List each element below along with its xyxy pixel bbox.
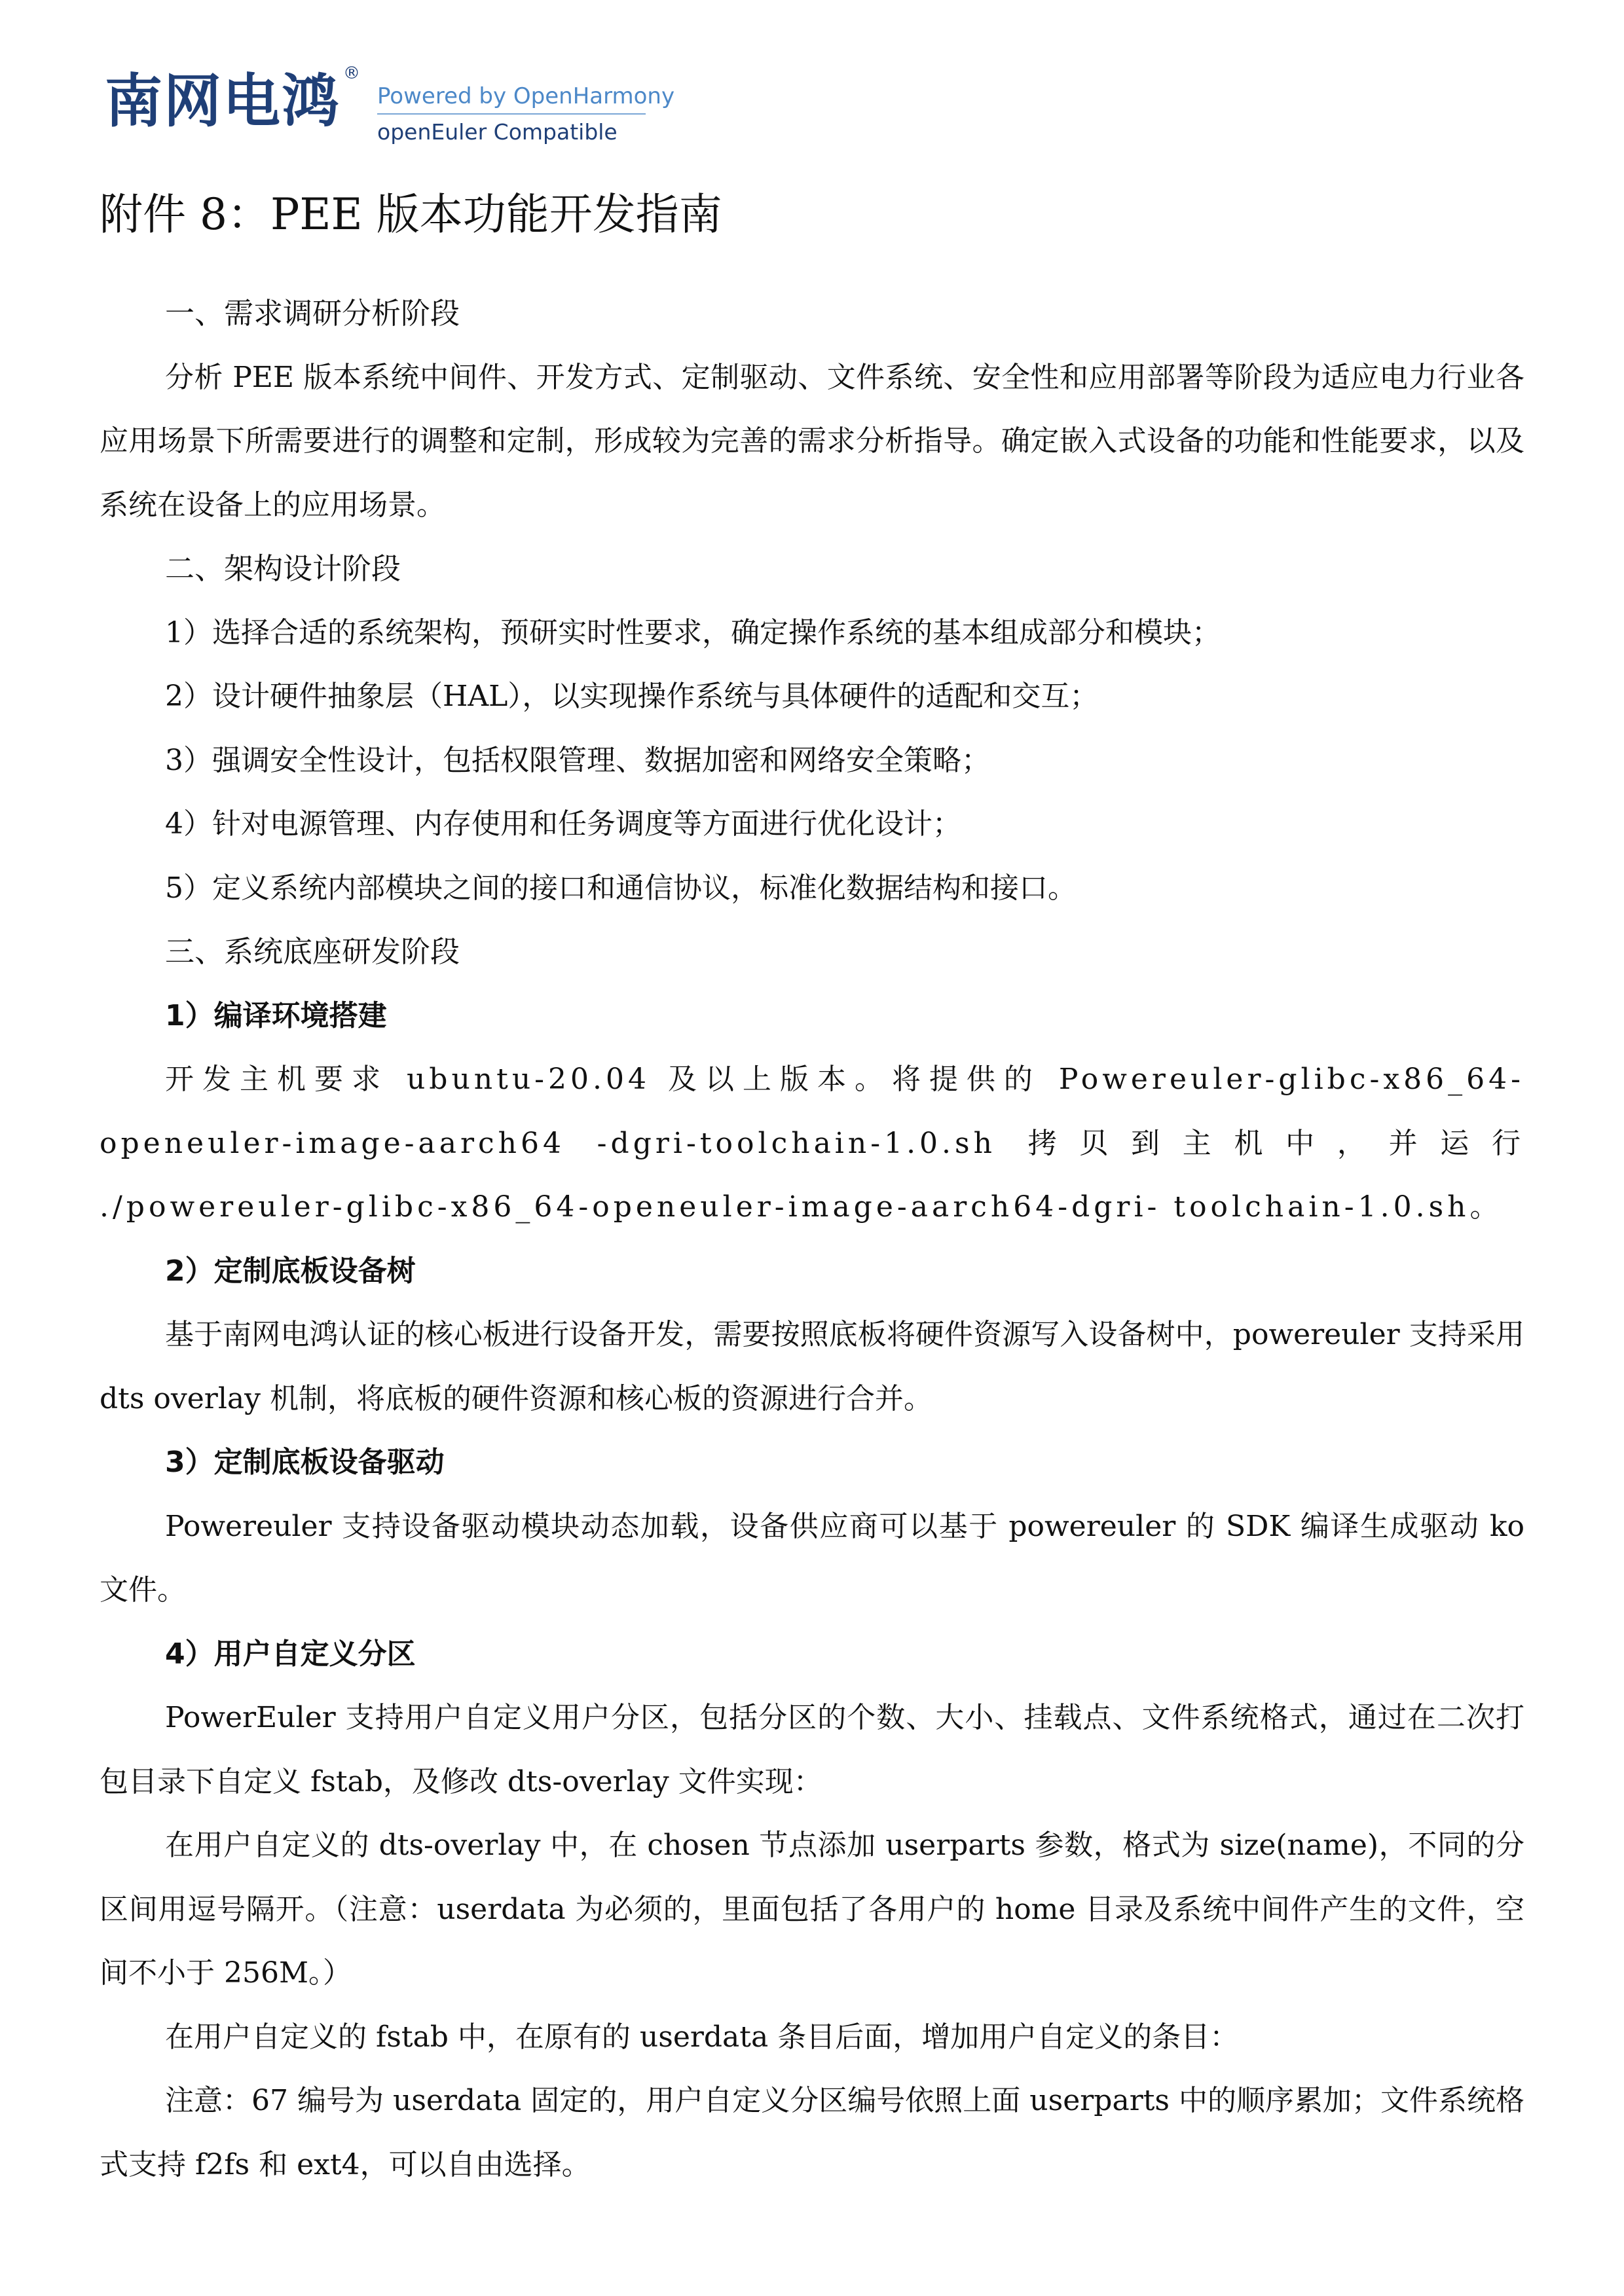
document-body <box>100 282 1524 2196</box>
section-heading-2: 二、架构设计阶段 <box>165 551 401 586</box>
subsection-heading: 2）定制底板设备树 <box>165 1254 416 1288</box>
paragraph-dts-overlay: 在用户自定义的 dts-overlay 中，在 chosen 节点添加 userparts 参数，格式为 size(name)，不同的分区间用逗号隔开。（注意：userdata 为必须的，里面包括了各用户的 home 目录及系统中间件产生的文件，空间不小于 256M。） <box>100 1829 1524 1990</box>
subsection-heading: 1）编译环境搭建 <box>165 998 387 1032</box>
section-heading-1: 一、需求调研分析阶段 <box>165 296 460 331</box>
list-item: 1）选择合适的系统架构，预研实时性要求，确定操作系统的基本组成部分和模块； <box>165 615 1221 649</box>
paragraph-requirements: 分析 PEE 版本系统中间件、开发方式、定制驱动、文件系统、安全性和应用部署等阶段为适应电力行业各应用场景下所需要进行的调整和定制，形成较为完善的需求分析指导。确定嵌入式设备的功能和性能要求，以及系统在设备上的应用场景。 <box>100 360 1524 522</box>
company-logo <box>105 62 675 146</box>
paragraph-note: 注意：67 编号为 userdata 固定的，用户自定义分区编号依照上面 userparts 中的顺序累加；文件系统格式支持 f2fs 和 ext4，可以自由选择。 <box>100 2084 1524 2181</box>
logo-wordmark: 南网电鸿 <box>105 67 341 135</box>
list-item: 2）设计硬件抽象层（HAL），以实现操作系统与具体硬件的适配和交互； <box>165 680 1099 713</box>
paragraph-device-tree: 基于南网电鸿认证的核心板进行设备开发，需要按照底板将硬件资源写入设备树中，powereuler 支持采用 dts overlay 机制，将底板的硬件资源和核心板的资源进行合并。 <box>100 1318 1524 1415</box>
subsection-heading: 3）定制底板设备驱动 <box>165 1446 445 1479</box>
list-item: 5）定义系统内部模块之间的接口和通信协议，标准化数据结构和接口。 <box>165 871 1077 905</box>
list-item: 4）针对电源管理、内存使用和任务调度等方面进行优化设计； <box>165 807 961 841</box>
tagline-powered-by: Powered by OpenHarmony <box>377 83 675 109</box>
document-title: 附件 8：PEE 版本功能开发指南 <box>100 189 722 240</box>
paragraph-build-env: 开发主机要求 ubuntu-20.04 及以上版本。将提供的 Powereuler-glibc-x86_64-openeuler-image-aarch64 -dgri-toolchain-1.0.sh 拷贝到主机中，并运行 ./powereuler-glibc-x86_64-openeuler-image-aarch64-dgri- toolchain-1.0.sh。 <box>100 1063 1524 1224</box>
paragraph-driver: Powereuler 支持设备驱动模块动态加载，设备供应商可以基于 powereuler 的 SDK 编译生成驱动 ko 文件。 <box>100 1509 1524 1607</box>
tagline-compatible: openEuler Compatible <box>377 119 618 145</box>
tagline-divider <box>377 113 646 115</box>
paragraph-partition: PowerEuler 支持用户自定义用户分区，包括分区的个数、大小、挂载点、文件系统格式，通过在二次打包目录下自定义 fstab，及修改 dts-overlay 文件实现： <box>100 1701 1524 1798</box>
section-heading-3: 三、系统底座研发阶段 <box>165 934 460 969</box>
paragraph-fstab: 在用户自定义的 fstab 中，在原有的 userdata 条目后面，增加用户自定义的条目： <box>165 2020 1239 2054</box>
list-item: 3）强调安全性设计，包括权限管理、数据加密和网络安全策略； <box>165 743 990 777</box>
registered-mark: ® <box>343 64 361 83</box>
logo-tagline <box>377 82 675 146</box>
subsection-heading: 4）用户自定义分区 <box>165 1637 416 1671</box>
